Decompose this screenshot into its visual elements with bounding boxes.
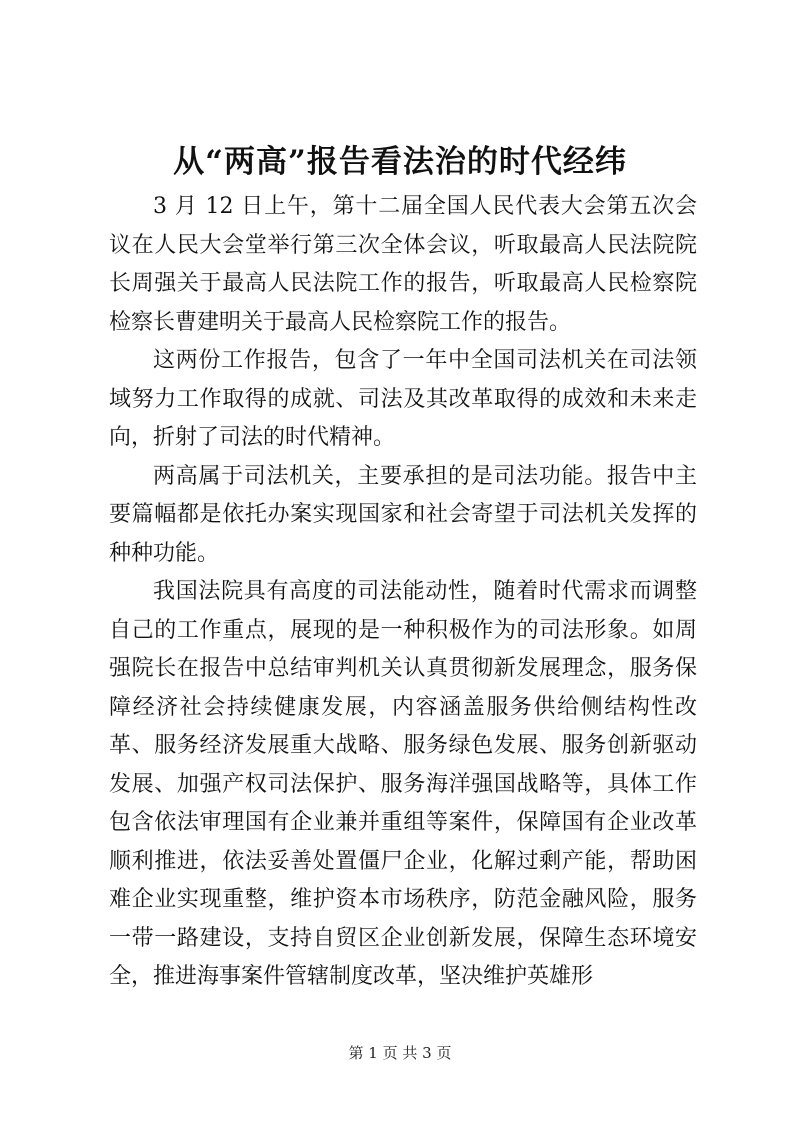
page-footer	[0, 1043, 800, 1063]
paragraph-1: 3 月 12 日上午，第十二届全国人民代表大会第五次会议在人民大会堂举行第三次全体会议，听取最高人民法院院长周强关于最高人民法院工作的报告，听取最高人民检察院检察长曹建明关于最高人民检察院工作的报告。	[109, 194, 697, 335]
page-number: 第 1 页 共 3 页	[348, 1044, 452, 1062]
paragraph-4: 我国法院具有高度的司法能动性，随着时代需求而调整自己的工作重点，展现的是一种积极作为的司法形象。如周强院长在报告中总结审判机关认真贯彻新发展理念，服务保障经济社会持续健康发展，内容涵盖服务供给侧结构性改革、服务经济发展重大战略、服务绿色发展、服务创新驱动发展、加强产权司法保护、服务海洋强国战略等，具体工作包含依法审理国有企业兼并重组等案件，保障国有企业改革顺利推进，依法妥善处置僵尸企业，化解过剩产能，帮助困难企业实现重整，维护资本市场秩序，防范金融风险，服务一带一路建设，支持自贸区企业创新发展，保障生态环境安全，推进海事案件管辖制度改革，坚决维护英雄形	[109, 579, 697, 989]
paragraph-3: 两高属于司法机关，主要承担的是司法功能。报告中主要篇幅都是依托办案实现国家和社会寄望于司法机关发挥的种种功能。	[109, 463, 697, 566]
document-body	[109, 188, 697, 997]
page-title: 从“两高”报告看法治的时代经纬	[173, 144, 627, 180]
paragraph-2: 这两份工作报告，包含了一年中全国司法机关在司法领域努力工作取得的成就、司法及其改革取得的成效和未来走向，折射了司法的时代精神。	[109, 348, 697, 450]
